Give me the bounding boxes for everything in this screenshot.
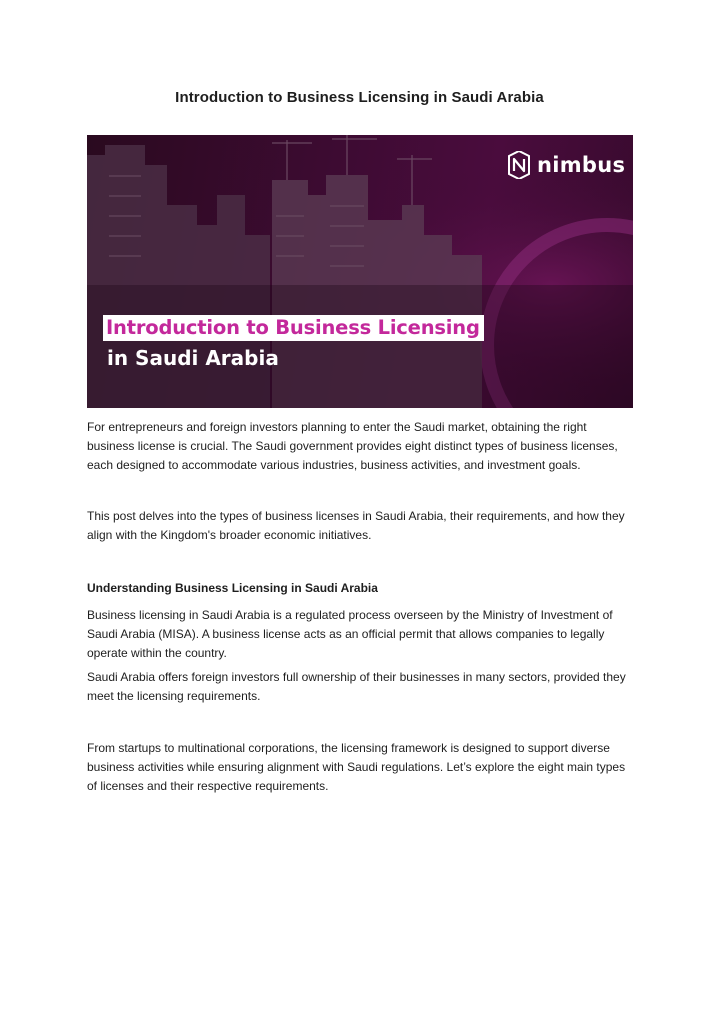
section-paragraph-3: From startups to multinational corporations, the licensing framework is designed to support diverse business activities while ensuring alignment with Saudi regulations. Let’s explore the eight main types of licenses and their respective requirements. — [87, 741, 626, 793]
intro-paragraph: For entrepreneurs and foreign investors planning to enter the Saudi market, obtaining the right business license is crucial. The Saudi government provides eight distinct types of business licenses, each designed to accommodate various industries, business activities, and investment goals. — [87, 420, 618, 472]
nimbus-logo — [507, 150, 625, 180]
overview-paragraph: This post delves into the types of business licenses in Saudi Arabia, their requirements, and how they align with the Kingdom's broader economic initiatives. — [87, 509, 625, 542]
nimbus-logo-icon — [507, 151, 531, 179]
banner-headline-line2: in Saudi Arabia — [107, 346, 279, 370]
page-title: Introduction to Business Licensing in Saudi Arabia — [175, 89, 544, 106]
banner-headline-line1: Introduction to Business Licensing — [103, 315, 484, 341]
section-heading: Understanding Business Licensing in Saudi Arabia — [87, 581, 378, 595]
section-paragraph-2: Saudi Arabia offers foreign investors full ownership of their businesses in many sectors, provided they meet the licensing requirements. — [87, 670, 626, 703]
section-paragraph-1: Business licensing in Saudi Arabia is a regulated process overseen by the Ministry of Investment of Saudi Arabia (MISA). A business license acts as an official permit that allows companies to legally operate within the country. — [87, 608, 613, 660]
banner-image — [87, 135, 633, 408]
logo-text: nimbus — [537, 153, 626, 177]
